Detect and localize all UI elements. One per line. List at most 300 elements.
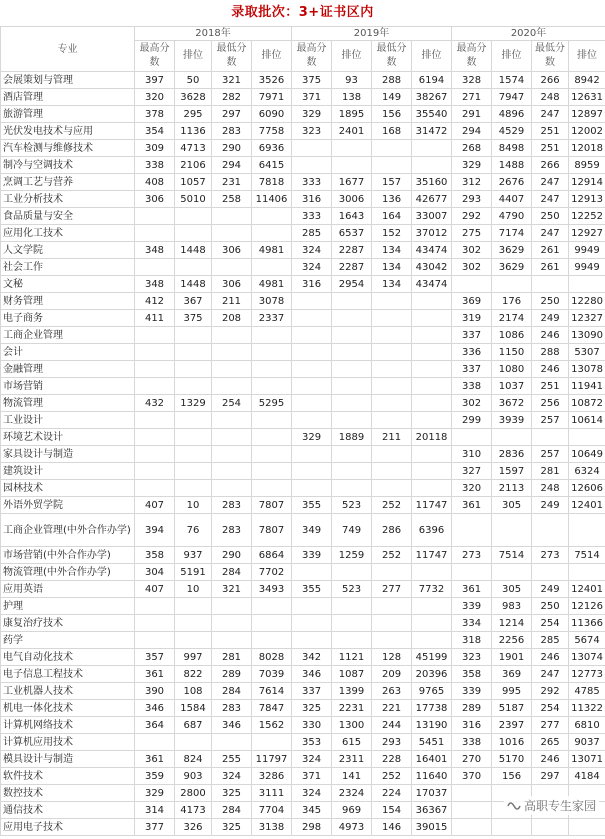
score-cell [292, 378, 332, 395]
score-cell: 364 [135, 717, 175, 734]
table-row [1, 89, 605, 106]
col-min-score: 最低分数 [532, 41, 569, 72]
major-name: 金融管理 [1, 361, 135, 378]
rank-cell: 1300 [332, 717, 372, 734]
rank-cell: 2106 [175, 157, 212, 174]
rank-cell: 9949 [569, 259, 605, 276]
score-cell: 390 [135, 683, 175, 700]
rank-cell: 76 [175, 514, 212, 547]
rank-cell: 1087 [332, 666, 372, 683]
score-cell: 329 [452, 157, 492, 174]
rank-cell: 12631 [569, 89, 605, 106]
rank-cell: 43042 [412, 259, 452, 276]
major-name: 社会工作 [1, 259, 135, 276]
score-cell [212, 225, 252, 242]
score-cell: 254 [532, 615, 569, 632]
score-cell: 209 [372, 666, 412, 683]
rank-cell: 3629 [492, 242, 532, 259]
score-cell: 252 [372, 768, 412, 785]
rank-cell: 1562 [252, 717, 292, 734]
score-cell: 297 [212, 106, 252, 123]
score-cell: 261 [532, 242, 569, 259]
table-row [1, 564, 605, 581]
rank-cell [412, 412, 452, 429]
score-cell [452, 564, 492, 581]
score-cell [292, 327, 332, 344]
score-cell: 320 [135, 89, 175, 106]
score-cell [212, 734, 252, 751]
rank-cell: 3526 [252, 72, 292, 89]
rank-cell: 367 [175, 293, 212, 310]
wechat-channel-icon [507, 800, 521, 812]
rank-cell [175, 463, 212, 480]
rank-cell: 7732 [412, 581, 452, 598]
major-name: 物流管理 [1, 395, 135, 412]
score-cell [372, 632, 412, 649]
rank-cell: 12252 [569, 208, 605, 225]
rank-cell: 1259 [332, 547, 372, 564]
rank-cell: 2231 [332, 700, 372, 717]
rank-cell: 1448 [175, 242, 212, 259]
rank-cell [252, 225, 292, 242]
score-cell [212, 480, 252, 497]
rank-cell: 7947 [492, 89, 532, 106]
rank-cell: 12897 [569, 106, 605, 123]
rank-cell: 108 [175, 683, 212, 700]
score-cell: 346 [292, 666, 332, 683]
rank-cell: 1889 [332, 429, 372, 446]
score-cell [212, 412, 252, 429]
table-row [1, 446, 605, 463]
rank-cell: 2113 [492, 480, 532, 497]
rank-cell: 749 [332, 514, 372, 547]
rank-cell: 16401 [412, 751, 452, 768]
score-cell: 325 [292, 700, 332, 717]
table-row [1, 225, 605, 242]
score-cell: 359 [135, 768, 175, 785]
col-rank: 排位 [412, 41, 452, 72]
score-cell [452, 276, 492, 293]
rank-cell: 10614 [569, 412, 605, 429]
rank-cell: 1086 [492, 327, 532, 344]
rank-cell [412, 480, 452, 497]
rank-cell: 4973 [332, 819, 372, 836]
rank-cell [175, 208, 212, 225]
major-name: 市场营销(中外合作办学) [1, 547, 135, 564]
table-row [1, 768, 605, 785]
rank-cell: 7514 [492, 547, 532, 564]
score-cell [212, 463, 252, 480]
rank-cell [175, 615, 212, 632]
rank-cell: 4173 [175, 802, 212, 819]
major-name: 应用英语 [1, 581, 135, 598]
rank-cell: 687 [175, 717, 212, 734]
rank-cell: 7847 [252, 700, 292, 717]
rank-cell [332, 395, 372, 412]
rank-cell: 7818 [252, 174, 292, 191]
rank-cell: 11747 [412, 547, 452, 564]
rank-cell [175, 412, 212, 429]
score-cell [532, 514, 569, 547]
rank-cell: 1121 [332, 649, 372, 666]
score-cell: 277 [532, 717, 569, 734]
score-cell: 290 [212, 547, 252, 564]
score-cell: 250 [532, 293, 569, 310]
rank-cell: 3138 [252, 819, 292, 836]
score-cell: 252 [372, 497, 412, 514]
rank-cell [175, 632, 212, 649]
table-row [1, 293, 605, 310]
rank-cell: 375 [175, 310, 212, 327]
score-cell [135, 378, 175, 395]
rank-cell: 6864 [252, 547, 292, 564]
rank-cell: 2800 [175, 785, 212, 802]
score-cell: 285 [532, 632, 569, 649]
score-cell: 254 [212, 395, 252, 412]
score-cell: 261 [532, 259, 569, 276]
table-row [1, 717, 605, 734]
rank-cell [332, 310, 372, 327]
major-name: 人文学院 [1, 242, 135, 259]
rank-cell [332, 598, 372, 615]
score-cell: 338 [452, 378, 492, 395]
rank-cell [412, 615, 452, 632]
score-cell: 208 [212, 310, 252, 327]
rank-cell: 12002 [569, 123, 605, 140]
score-cell: 247 [532, 191, 569, 208]
rank-cell: 4407 [492, 191, 532, 208]
rank-cell: 2311 [332, 751, 372, 768]
rank-cell: 7807 [252, 514, 292, 547]
score-cell: 302 [452, 395, 492, 412]
table-row [1, 310, 605, 327]
score-cell: 407 [135, 581, 175, 598]
score-cell [292, 395, 332, 412]
score-cell [372, 157, 412, 174]
score-cell [135, 734, 175, 751]
score-cell [292, 598, 332, 615]
rank-cell: 176 [492, 293, 532, 310]
table-row [1, 666, 605, 683]
major-name: 光伏发电技术与应用 [1, 123, 135, 140]
score-cell: 407 [135, 497, 175, 514]
score-cell: 345 [292, 802, 332, 819]
major-name: 会展策划与管理 [1, 72, 135, 89]
score-cell [292, 480, 332, 497]
score-cell: 285 [292, 225, 332, 242]
score-cell: 284 [212, 802, 252, 819]
score-cell [135, 598, 175, 615]
rank-cell: 11406 [252, 191, 292, 208]
score-cell: 325 [212, 785, 252, 802]
score-cell: 291 [452, 106, 492, 123]
score-cell: 321 [212, 72, 252, 89]
rank-cell: 4184 [569, 768, 605, 785]
score-cell [212, 446, 252, 463]
col-rank: 排位 [252, 41, 292, 72]
score-cell: 289 [452, 700, 492, 717]
score-cell: 246 [532, 649, 569, 666]
rank-cell [569, 276, 605, 293]
rank-cell: 903 [175, 768, 212, 785]
rank-cell: 12606 [569, 480, 605, 497]
major-name: 制冷与空调技术 [1, 157, 135, 174]
rank-cell: 156 [492, 768, 532, 785]
rank-cell: 5010 [175, 191, 212, 208]
score-cell [372, 480, 412, 497]
score-cell: 325 [212, 819, 252, 836]
rank-cell: 7702 [252, 564, 292, 581]
rank-cell: 2287 [332, 242, 372, 259]
table-row [1, 276, 605, 293]
rank-cell: 9949 [569, 242, 605, 259]
rank-cell: 3672 [492, 395, 532, 412]
score-cell [452, 514, 492, 547]
rank-cell: 326 [175, 819, 212, 836]
score-cell: 284 [212, 564, 252, 581]
score-cell [532, 276, 569, 293]
rank-cell: 13078 [569, 361, 605, 378]
score-cell: 294 [212, 157, 252, 174]
score-cell: 348 [135, 276, 175, 293]
rank-cell: 1214 [492, 615, 532, 632]
rank-cell: 11322 [569, 700, 605, 717]
table-row [1, 208, 605, 225]
rank-cell [412, 327, 452, 344]
score-cell [135, 480, 175, 497]
major-name: 旅游管理 [1, 106, 135, 123]
score-cell [372, 361, 412, 378]
rank-cell [175, 259, 212, 276]
score-cell: 288 [532, 344, 569, 361]
score-cell: 312 [452, 174, 492, 191]
table-row [1, 649, 605, 666]
rank-cell: 1080 [492, 361, 532, 378]
score-cell: 319 [452, 310, 492, 327]
rank-cell: 4790 [492, 208, 532, 225]
rank-cell: 305 [492, 581, 532, 598]
table-row [1, 429, 605, 446]
rank-cell: 11941 [569, 378, 605, 395]
score-cell [135, 259, 175, 276]
table-row [1, 106, 605, 123]
score-cell: 369 [452, 293, 492, 310]
table-row [1, 157, 605, 174]
rank-cell: 1150 [492, 344, 532, 361]
rank-cell: 11797 [252, 751, 292, 768]
rank-cell [492, 276, 532, 293]
major-name: 工业分析技术 [1, 191, 135, 208]
score-cell: 221 [372, 700, 412, 717]
score-cell: 156 [372, 106, 412, 123]
major-name: 应用化工技术 [1, 225, 135, 242]
table-row [1, 581, 605, 598]
score-cell: 328 [452, 72, 492, 89]
major-header: 专业 [1, 27, 135, 72]
major-name: 电子商务 [1, 310, 135, 327]
table-row [1, 344, 605, 361]
rank-cell: 5307 [569, 344, 605, 361]
major-name: 护理 [1, 598, 135, 615]
table-row [1, 412, 605, 429]
score-cell [532, 564, 569, 581]
score-cell [532, 429, 569, 446]
rank-cell [332, 378, 372, 395]
score-cell: 310 [452, 446, 492, 463]
rank-cell: 305 [492, 497, 532, 514]
table-row [1, 361, 605, 378]
score-cell [292, 344, 332, 361]
score-cell [292, 361, 332, 378]
col-rank: 排位 [175, 41, 212, 72]
score-cell [212, 598, 252, 615]
score-cell: 250 [532, 598, 569, 615]
score-cell: 324 [212, 768, 252, 785]
score-cell: 283 [212, 123, 252, 140]
score-cell: 361 [452, 497, 492, 514]
score-cell: 361 [452, 581, 492, 598]
rank-cell: 43474 [412, 242, 452, 259]
score-cell [292, 446, 332, 463]
score-cell: 378 [135, 106, 175, 123]
rank-cell [412, 446, 452, 463]
rank-cell: 997 [175, 649, 212, 666]
major-name: 机电一体化技术 [1, 700, 135, 717]
score-cell [135, 412, 175, 429]
score-cell: 316 [292, 191, 332, 208]
rank-cell: 9765 [412, 683, 452, 700]
col-rank: 排位 [492, 41, 532, 72]
table-row [1, 480, 605, 497]
major-name: 工商企业管理(中外合作办学) [1, 514, 135, 547]
score-cell: 337 [452, 361, 492, 378]
rank-cell: 141 [332, 768, 372, 785]
rank-cell [175, 378, 212, 395]
rank-cell [332, 564, 372, 581]
rank-cell: 3006 [332, 191, 372, 208]
rank-cell: 35540 [412, 106, 452, 123]
score-cell [292, 564, 332, 581]
rank-cell: 5191 [175, 564, 212, 581]
rank-cell: 3628 [175, 89, 212, 106]
rank-cell: 39015 [412, 819, 452, 836]
rank-cell: 50 [175, 72, 212, 89]
score-cell: 334 [452, 615, 492, 632]
table-row [1, 395, 605, 412]
major-name: 家具设计与制造 [1, 446, 135, 463]
score-cell: 266 [532, 72, 569, 89]
rank-cell: 93 [332, 72, 372, 89]
score-cell: 211 [372, 429, 412, 446]
rank-cell [332, 344, 372, 361]
score-cell [452, 429, 492, 446]
table-row [1, 700, 605, 717]
score-cell: 408 [135, 174, 175, 191]
score-cell: 316 [292, 276, 332, 293]
score-cell: 358 [135, 547, 175, 564]
table-row [1, 242, 605, 259]
score-cell: 320 [452, 480, 492, 497]
score-cell: 306 [212, 276, 252, 293]
rank-cell: 295 [175, 106, 212, 123]
rank-cell [332, 463, 372, 480]
rank-cell: 20396 [412, 666, 452, 683]
rank-cell: 12401 [569, 581, 605, 598]
score-cell [135, 463, 175, 480]
rank-cell: 12927 [569, 225, 605, 242]
score-cell [212, 208, 252, 225]
score-cell [135, 327, 175, 344]
score-cell: 128 [372, 649, 412, 666]
score-cell [532, 819, 569, 836]
score-cell: 353 [292, 734, 332, 751]
rank-cell: 43474 [412, 276, 452, 293]
rank-cell [252, 615, 292, 632]
score-cell: 323 [452, 649, 492, 666]
rank-cell [412, 378, 452, 395]
rank-cell: 6415 [252, 157, 292, 174]
rank-cell: 8498 [492, 140, 532, 157]
score-cell [372, 446, 412, 463]
score-cell: 338 [452, 734, 492, 751]
score-cell: 168 [372, 123, 412, 140]
score-cell [372, 564, 412, 581]
year-header-2020: 2020年 [452, 27, 605, 41]
rank-cell [175, 734, 212, 751]
score-cell [452, 802, 492, 819]
rank-cell: 12401 [569, 497, 605, 514]
rank-cell: 8028 [252, 649, 292, 666]
score-cell [212, 344, 252, 361]
score-cell: 371 [292, 89, 332, 106]
rank-cell: 10872 [569, 395, 605, 412]
table-row [1, 463, 605, 480]
score-cell [292, 310, 332, 327]
rank-cell [175, 446, 212, 463]
score-cell: 432 [135, 395, 175, 412]
rank-cell: 2397 [492, 717, 532, 734]
score-cell: 411 [135, 310, 175, 327]
table-row [1, 174, 605, 191]
score-cell: 289 [212, 666, 252, 683]
rank-cell: 1584 [175, 700, 212, 717]
score-cell: 298 [292, 819, 332, 836]
score-cell [292, 632, 332, 649]
major-name: 财务管理 [1, 293, 135, 310]
major-name: 文秘 [1, 276, 135, 293]
score-cell: 246 [532, 751, 569, 768]
major-name: 外语外贸学院 [1, 497, 135, 514]
score-cell: 248 [532, 89, 569, 106]
rank-cell: 7614 [252, 683, 292, 700]
score-cell: 323 [292, 123, 332, 140]
rank-cell: 7758 [252, 123, 292, 140]
rank-cell [252, 344, 292, 361]
major-name: 软件技术 [1, 768, 135, 785]
rank-cell: 6936 [252, 140, 292, 157]
score-cell: 251 [532, 123, 569, 140]
score-cell [135, 208, 175, 225]
major-name: 环境艺术设计 [1, 429, 135, 446]
score-cell: 247 [532, 666, 569, 683]
rank-cell: 3493 [252, 581, 292, 598]
rank-cell: 20118 [412, 429, 452, 446]
score-cell [372, 598, 412, 615]
score-cell: 394 [135, 514, 175, 547]
rank-cell [492, 514, 532, 547]
score-cell [372, 412, 412, 429]
rank-cell: 3286 [252, 768, 292, 785]
